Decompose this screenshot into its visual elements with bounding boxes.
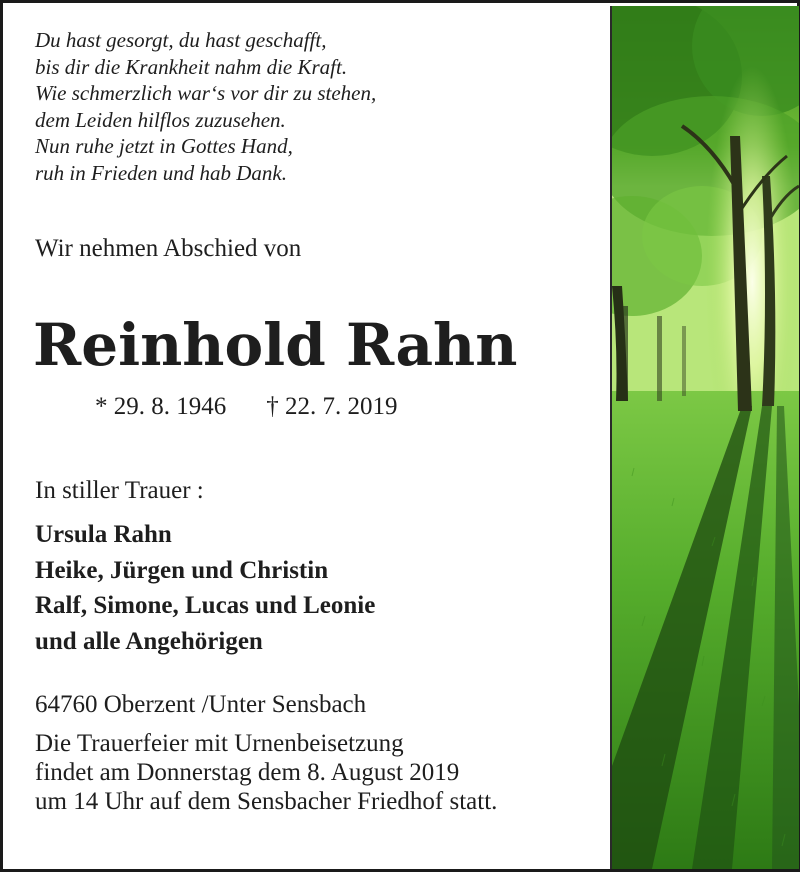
- farewell-intro: Wir nehmen Abschied von: [35, 235, 302, 262]
- poem-line: Du hast gesorgt, du hast geschafft,: [35, 28, 327, 52]
- mourner-item: und alle Angehörigen: [35, 627, 263, 655]
- birth-date: * 29. 8. 1946: [95, 393, 227, 420]
- mourners-list: [35, 517, 375, 659]
- poem-line: bis dir die Krankheit nahm die Kraft.: [35, 54, 348, 79]
- park-trees-illustration: [612, 6, 799, 869]
- mourner-item: Ralf, Simone, Lucas und Leonie: [35, 592, 376, 619]
- poem-line: dem Leiden hilflos zuzusehen.: [35, 107, 286, 132]
- deceased-name: Reinhold Rahn: [33, 311, 518, 379]
- mourner-item: Ursula Rahn: [35, 521, 172, 548]
- poem-line: ruh in Frieden und hab Dank.: [35, 160, 287, 185]
- life-dates: [95, 393, 398, 421]
- poem-line: Wie schmerzlich war‘s vor dir zu stehen,: [35, 81, 377, 105]
- poem-line: Nun ruhe jetzt in Gottes Hand,: [35, 134, 293, 158]
- mourning-label: In stiller Trauer :: [35, 477, 204, 504]
- family-address: 64760 Oberzent /Unter Sensbach: [35, 691, 367, 718]
- funeral-details: [35, 729, 497, 816]
- funeral-line: findet am Donnerstag dem 8. August 2019: [35, 759, 460, 786]
- death-date: † 22. 7. 2019: [266, 393, 398, 420]
- memorial-poem: [35, 27, 376, 186]
- funeral-line: Die Trauerfeier mit Urnenbeisetzung: [35, 730, 404, 757]
- text-column: [3, 3, 608, 869]
- funeral-line: um 14 Uhr auf dem Sensbacher Friedhof statt.: [35, 788, 498, 815]
- mourner-item: Heike, Jürgen und Christin: [35, 556, 329, 584]
- park-trees-photo: [610, 6, 799, 869]
